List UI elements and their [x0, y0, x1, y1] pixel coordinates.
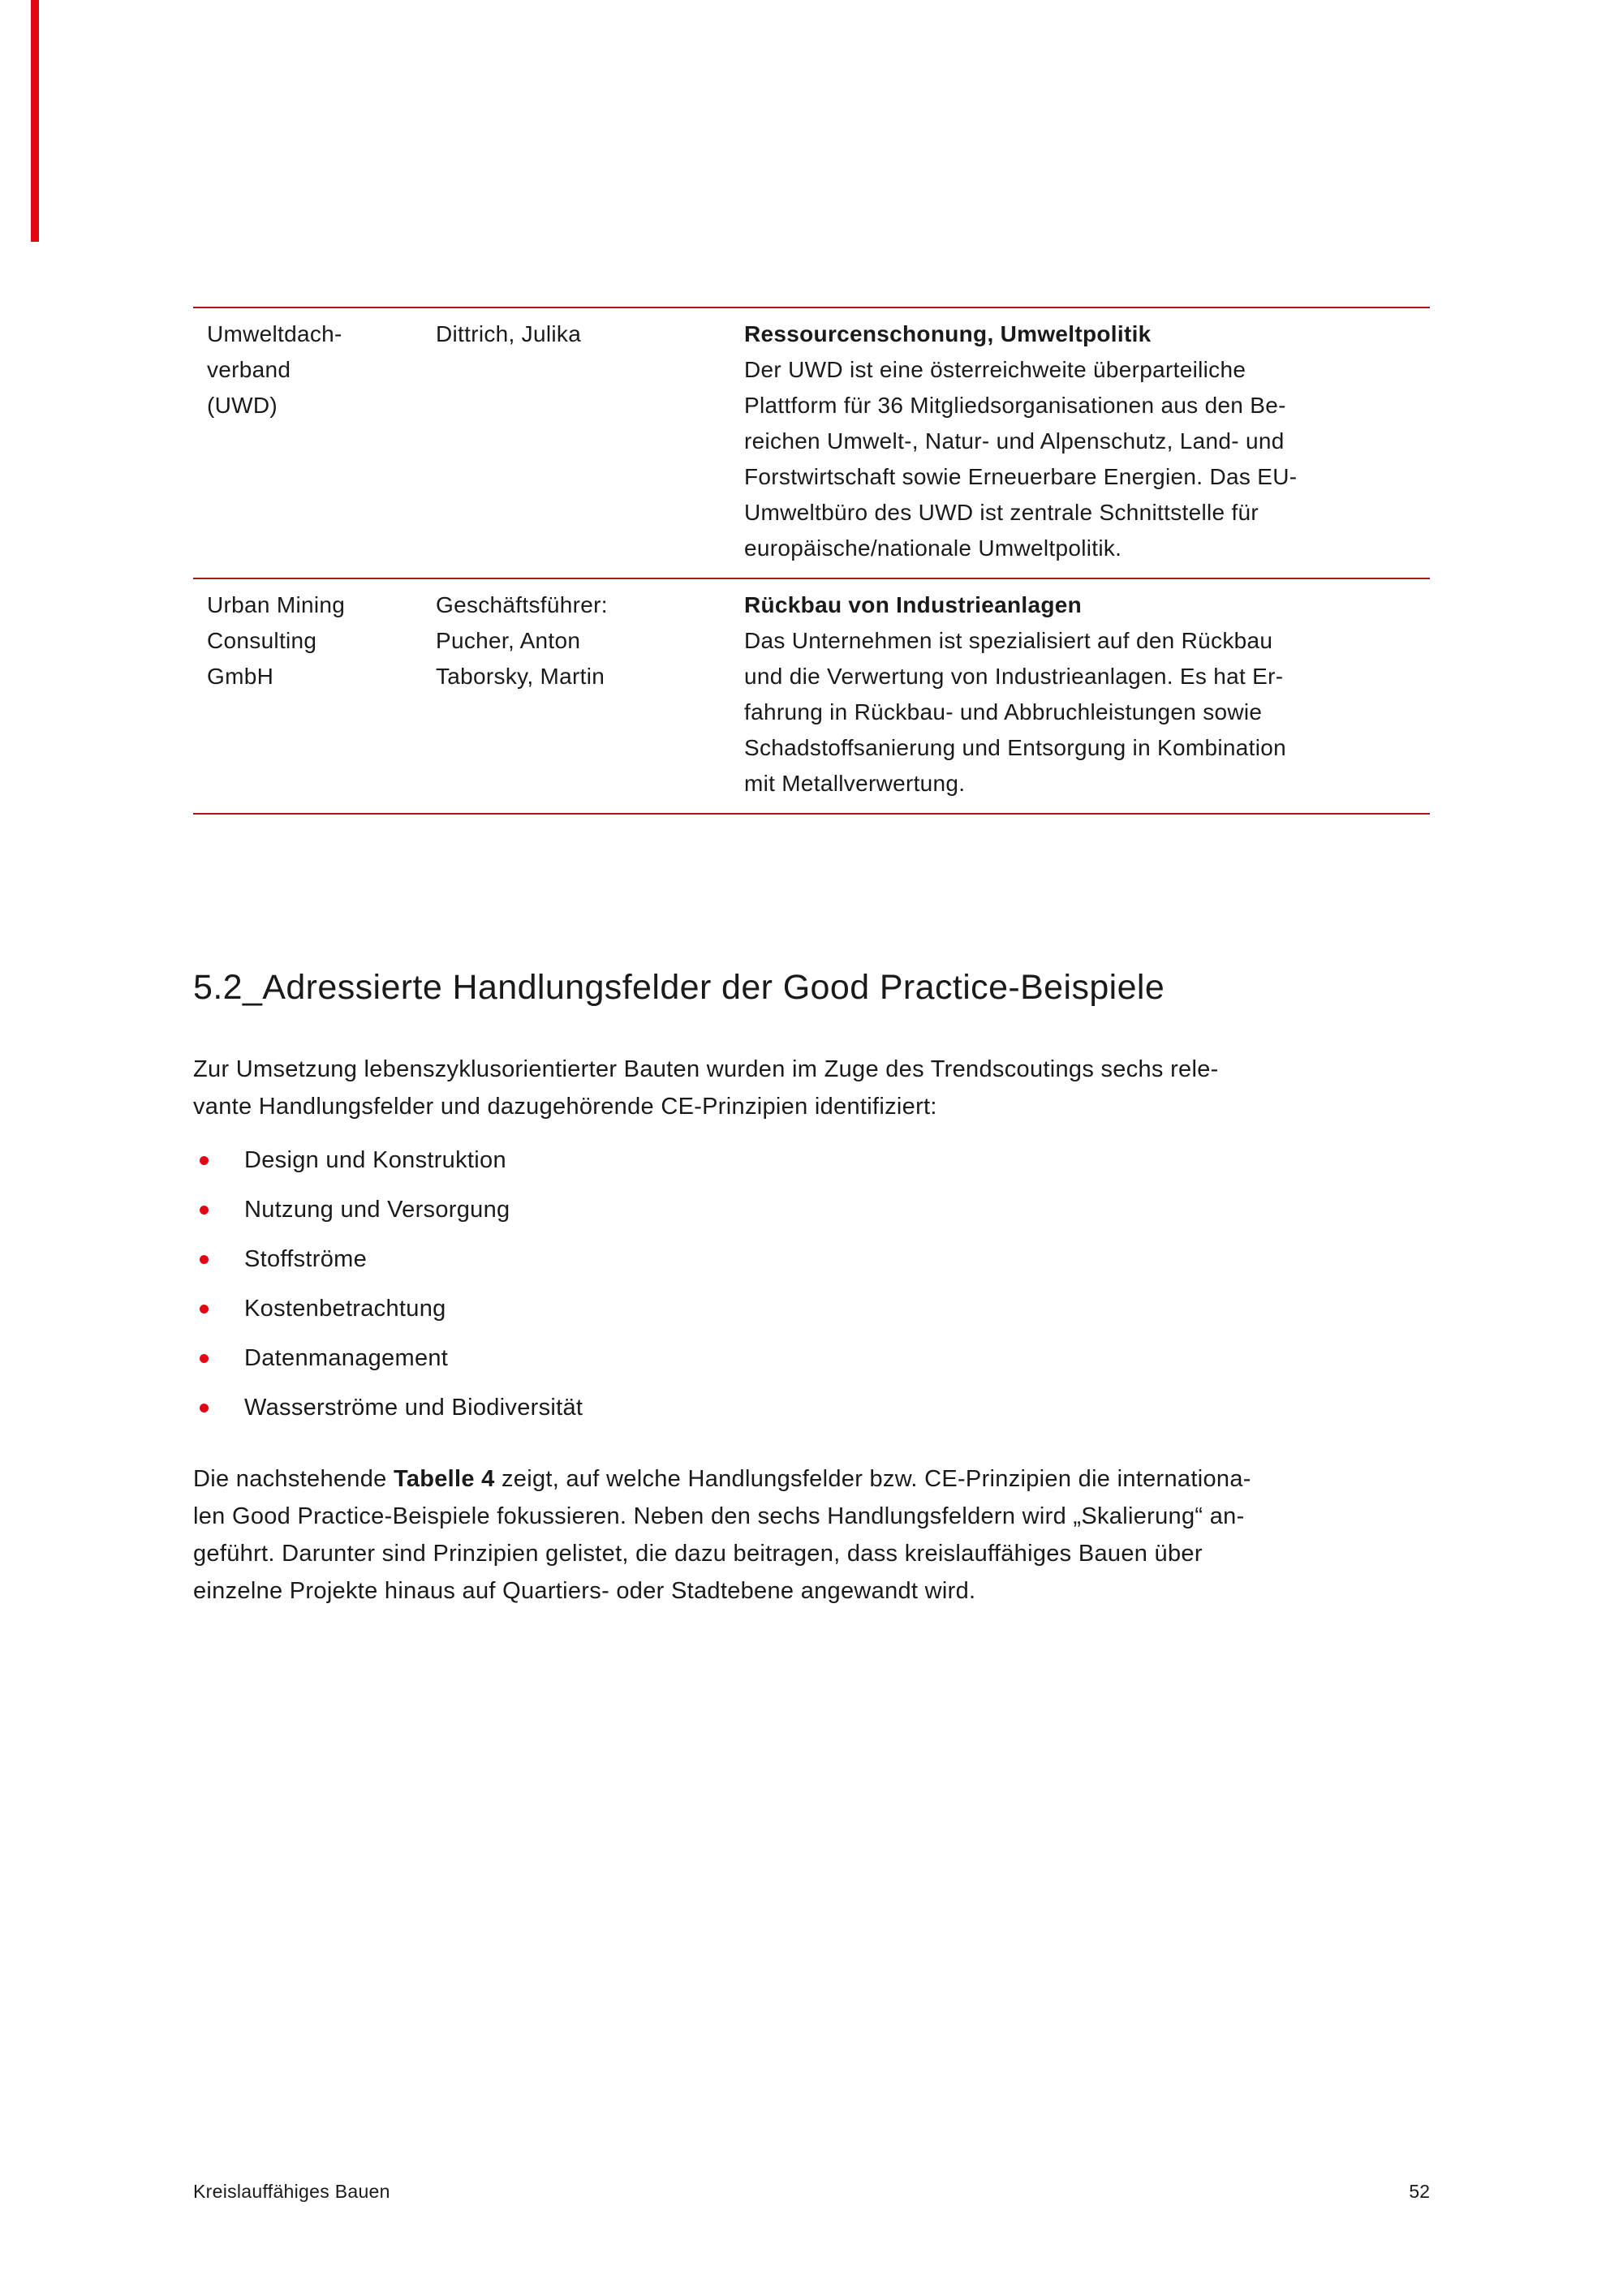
paragraph-line: geführt. Darunter sind Prinzipien gelistet, die dazu beitragen, dass kreislauffähiges Bauen über	[193, 1541, 1203, 1567]
paragraph-line	[193, 1460, 1251, 1498]
contacts-table	[193, 307, 1430, 815]
bullet-dot-icon	[200, 1255, 209, 1264]
description-line: mit Metallverwertung.	[744, 771, 966, 796]
bullet-label: Design und Konstruktion	[244, 1146, 506, 1173]
description-line: Das Unternehmen ist spezialisiert auf den Rückbau	[744, 628, 1273, 653]
bullet-label: Kostenbetrachtung	[244, 1295, 446, 1322]
bullet-item	[193, 1291, 583, 1326]
org-name-line: (UWD)	[207, 393, 278, 418]
description-cell	[730, 587, 1430, 802]
bullet-dot-icon	[200, 1354, 209, 1363]
footer-document-title: Kreislauffähiges Bauen	[193, 2181, 390, 2202]
description-line: Forstwirtschaft sowie Erneuerbare Energien. Das EU-	[744, 464, 1298, 489]
person-line: Geschäftsführer:	[436, 592, 608, 617]
bullet-dot-icon	[200, 1206, 209, 1215]
description-cell	[730, 316, 1430, 566]
org-name-line: GmbH	[207, 664, 274, 689]
section-heading: 5.2_Adressierte Handlungsfelder der Good Practice-Beispiele	[193, 968, 1165, 1007]
page-number: 52	[1409, 2181, 1430, 2202]
table-row	[193, 579, 1430, 815]
paragraph-line: len Good Practice-Beispiele fokussieren. Neben den sechs Handlungsfeldern wird „Skalierung“ an-	[193, 1503, 1245, 1529]
person-line: Pucher, Anton	[436, 628, 581, 653]
bullet-dot-icon	[200, 1156, 209, 1165]
topic-text: Rückbau von Industrieanlagen	[744, 592, 1083, 617]
person-line: Dittrich, Julika	[436, 321, 582, 346]
bullet-item	[193, 1340, 583, 1376]
intro-paragraph	[193, 1051, 1219, 1125]
org-name-line: verband	[207, 357, 291, 382]
bullet-label: Wasserströme und Biodiversität	[244, 1394, 583, 1421]
description-line: Plattform für 36 Mitgliedsorganisationen aus den Be-	[744, 393, 1286, 418]
bullet-item	[193, 1142, 583, 1178]
bullet-label: Stoffströme	[244, 1245, 368, 1272]
description-line: fahrung in Rückbau- und Abbruchleistungen sowie	[744, 699, 1263, 724]
paragraph-text: Die nachstehende	[193, 1466, 394, 1492]
topic-text: Ressourcenschonung, Umweltpolitik	[744, 321, 1152, 346]
bullet-list	[193, 1142, 583, 1439]
description-line: europäische/nationale Umweltpolitik.	[744, 535, 1122, 561]
paragraph-text: zeigt, auf welche Handlungsfelder bzw. CE-Prinzipien die internationa-	[494, 1466, 1251, 1492]
bullet-label: Datenmanagement	[244, 1344, 449, 1371]
bullet-label: Nutzung und Versorgung	[244, 1196, 510, 1223]
org-name-line: Urban Mining	[207, 592, 346, 617]
description-line: Der UWD ist eine österreichweite überparteiliche	[744, 357, 1246, 382]
description-line: Umweltbüro des UWD ist zentrale Schnittstelle für	[744, 500, 1259, 525]
description-line: reichen Umwelt-, Natur- und Alpenschutz, Land- und	[744, 428, 1285, 454]
bullet-item	[193, 1241, 583, 1277]
table-reference: Tabelle 4	[393, 1466, 495, 1492]
bullet-item	[193, 1192, 583, 1228]
paragraph-line: vante Handlungsfelder und dazugehörende CE-Prinzipien identifiziert:	[193, 1094, 937, 1120]
table-row	[193, 308, 1430, 579]
org-name-line: Consulting	[207, 628, 317, 653]
paragraph-line: einzelne Projekte hinaus auf Quartiers- oder Stadtebene angewandt wird.	[193, 1578, 976, 1604]
description-line: Schadstoffsanierung und Entsorgung in Kombination	[744, 735, 1286, 760]
org-cell	[193, 316, 422, 566]
bullet-item	[193, 1390, 583, 1425]
body-paragraph	[193, 1460, 1251, 1610]
person-cell	[422, 316, 730, 566]
org-name-line: Umweltdach-	[207, 321, 342, 346]
description-line: und die Verwertung von Industrieanlagen. Es hat Er-	[744, 664, 1284, 689]
person-cell	[422, 587, 730, 802]
paragraph-line: Zur Umsetzung lebenszyklusorientierter Bauten wurden im Zuge des Trendscoutings sechs rele-	[193, 1056, 1219, 1082]
org-cell	[193, 587, 422, 802]
bullet-dot-icon	[200, 1305, 209, 1314]
person-line: Taborsky, Martin	[436, 664, 605, 689]
red-accent-bar	[31, 0, 39, 242]
bullet-dot-icon	[200, 1404, 209, 1412]
